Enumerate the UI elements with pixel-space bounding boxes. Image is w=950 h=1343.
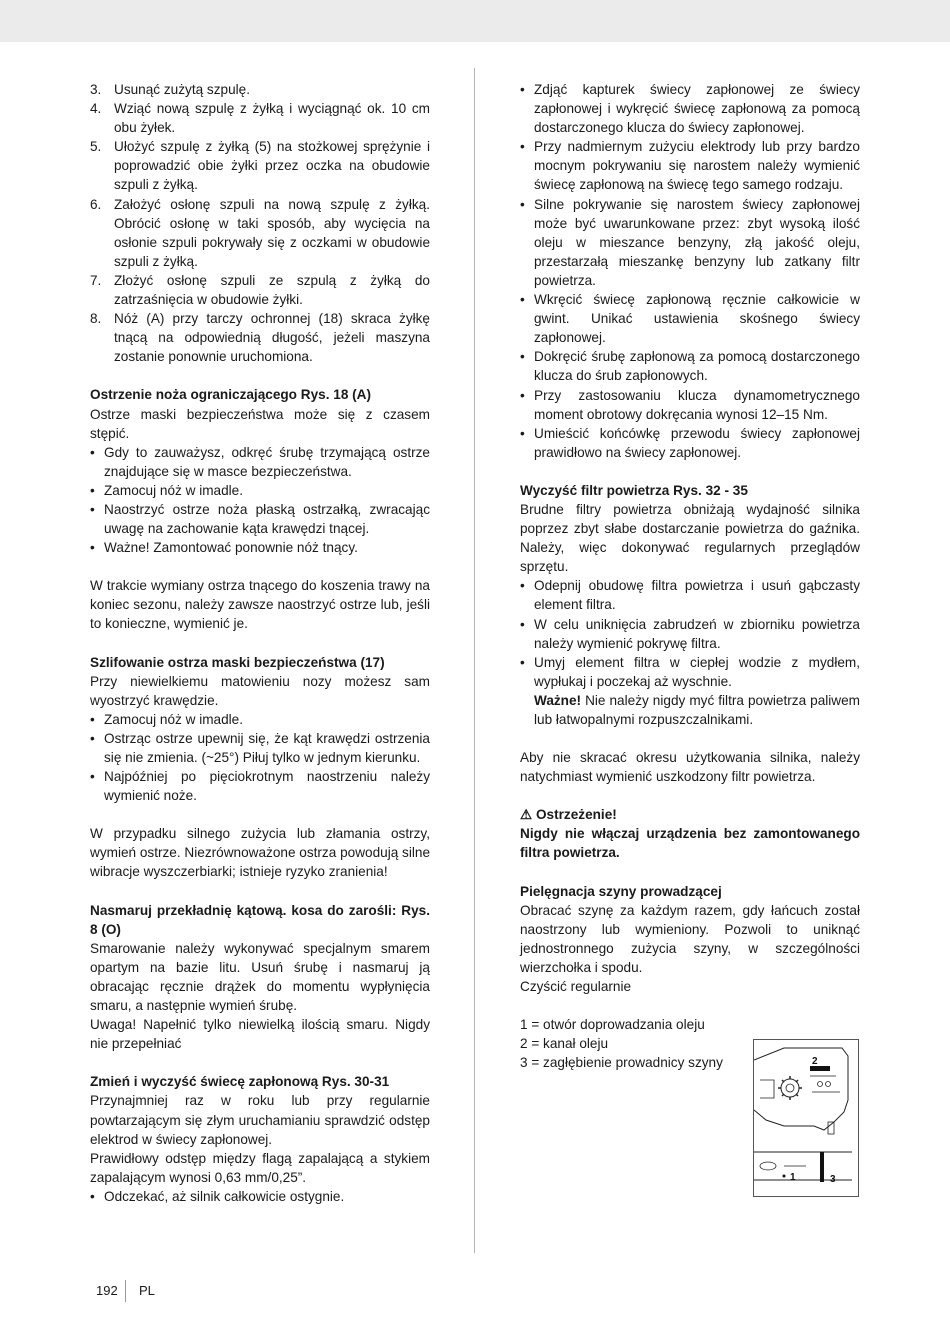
section-heading-spark-plug: Zmień i wyczyść świecę zapłonową Rys. 30-31 [90, 1074, 390, 1090]
bullet-item: • Odczekać, aż silnik całkowicie ostygnie. [90, 1187, 430, 1206]
bullet-item: • Wkręcić świecę zapłonową ręcznie całkowicie w gwint. Unikać ustawienia skośnego świecy zapłonowej. [520, 290, 860, 347]
bullet-item: • Silne pokrywanie się narostem świecy zapłonowej może być uwarunkowane przez: zbyt wysoką ilość oleju w mieszance benzyny, złą jakość oleju, przestarzałą mieszankę benzyny lub zatkany filtr powietrza. [520, 195, 860, 290]
bullet-list [520, 80, 860, 462]
step-item: 5. Ułożyć szpulę z żyłką (5) na stożkowej sprężynie i poprowadzić obie żyłki przez oczka na obudowie szpuli z żyłką. [90, 139, 430, 193]
paragraph: Czyścić regularnie [520, 979, 632, 995]
footer-separator [125, 1280, 126, 1302]
section-heading-sharpen: Ostrzenie noża ograniczającego Rys. 18 (A) [90, 387, 372, 403]
section-heading-guide-bar: Pielęgnacja szyny prowadzącej [520, 883, 722, 899]
legend-item: 1 = otwór doprowadzania oleju [520, 1017, 705, 1033]
legend-item: 2 = kanał oleju [520, 1036, 609, 1052]
step-item: 7. Złożyć osłonę szpuli ze szpulą z żyłką do zatrzaśnięcia w obudowie żyłki. [90, 272, 430, 308]
bullet-item: • Zdjąć kapturek świecy zapłonowej ze świecy zapłonowej i wykręcić świecę zapłonową za pomocą dostarczonego klucza do świecy zapłonowej. [520, 80, 860, 137]
bullet-list [520, 576, 860, 691]
figure-label-1: 1 [790, 1172, 796, 1183]
paragraph: Brudne filtry powietrza obniżają wydajność silnika poprzez zbyt słabe dostarczanie powietrza do gaźnika. Należy, więc dokonywać regularnych przeglądów sprzętu. [520, 501, 860, 575]
section-heading-gear: Nasmaruj przekładnię kątową. kosa do zarośli: Rys. 8 (O) [90, 902, 430, 937]
left-column [90, 80, 430, 1206]
bullet-list [90, 1187, 430, 1206]
guide-bar-figure [753, 1039, 859, 1197]
bullet-item: • Umieścić końcówkę przewodu świecy zapłonowej prawidłowo na świecy zapłonowej. [520, 424, 860, 462]
warning-triangle-icon: ⚠ [520, 807, 533, 823]
bullet-item: • Zamocuj nóż w imadle. [90, 481, 430, 500]
bullet-list [90, 710, 430, 805]
legend-item: 3 = zagłębienie prowadnicy szyny [520, 1055, 723, 1071]
paragraph: Ostrze maski bezpieczeństwa może się z czasem stępić. [90, 406, 430, 441]
paragraph: Uwaga! Napełnić tylko niewielką ilością smaru. Nigdy nie przepełniać [90, 1017, 430, 1052]
bullet-list [90, 443, 430, 558]
paragraph: Przynajmniej raz w roku lub przy regularnie powtarzającym się złym uruchamianiu sprawdzić odstęp elektrod w świecy zapłonowej. [90, 1093, 430, 1147]
page-number: 192 [96, 1283, 118, 1298]
guide-bar-illustration [754, 1040, 858, 1196]
bullet-item: • W celu uniknięcia zabrudzeń w zbiorniku powietrza należy wymienić pokrywę filtra. [520, 615, 860, 653]
figure-label-2: 2 [812, 1056, 818, 1067]
step-item: 6. Założyć osłonę szpuli na nową szpulę z żyłką. Obrócić osłonę w taki sposób, aby wycięcia na osłonie szpuli pokrywały się z oczkami w obudowie szpuli z żyłką. [90, 196, 430, 269]
bullet-item: • Gdy to zauważysz, odkręć śrubę trzymającą ostrze znajdujące się w masce bezpieczeństwa. [90, 443, 430, 481]
paragraph: Prawidłowy odstęp między flagą zapalającą a stykiem zapalającym wynosi 0,63 mm/0,25”. [90, 1150, 430, 1185]
paragraph: Smarowanie należy wykonywać specjalnym smarem opartym na bazie litu. Usuń śrubę i nasmaruj ją obracając ręcznie drążek do momentu wypłynięcia smaru, a następnie wymień śrubę. [90, 940, 430, 1014]
bullet-item: • Naostrzyć ostrze noża płaską ostrzałką, zwracając uwagę na zachowanie kąta krawędzi tnącej. [90, 500, 430, 538]
language-code: PL [139, 1283, 155, 1298]
bullet-item: • Najpóźniej po pięciokrotnym naostrzeniu należy wymienić noże. [90, 767, 430, 805]
replacement-steps [90, 80, 430, 366]
warning-text: Nigdy nie włączaj urządzenia bez zamontowanego filtra powietrza. [520, 826, 860, 861]
bullet-item: • Odepnij obudowę filtra powietrza i usuń gąbczasty element filtra. [520, 576, 860, 614]
step-item: 8. Nóż (A) przy tarczy ochronnej (18) skraca żyłkę tnącą na odpowiednią długość, jeżeli maszyna zostanie ponownie uruchomiona. [90, 311, 430, 365]
step-item: 3. Usunąć zużytą szpulę. [90, 82, 251, 97]
paragraph: Przy niewielkiemu matowieniu nozy możesz sam wyostrzyć krawędzie. [90, 673, 430, 708]
warning-title: ⚠ Ostrzeżenie! [520, 807, 617, 823]
top-bar [0, 0, 950, 42]
column-divider [474, 68, 475, 1253]
section-heading-grind: Szlifowanie ostrza maski bezpieczeństwa (17) [90, 654, 385, 670]
figure-label-3: 3 [830, 1174, 836, 1185]
bullet-item: • Ważne! Zamontować ponownie nóż tnący. [90, 538, 430, 557]
right-column [520, 80, 860, 1072]
bullet-item: • Zamocuj nóż w imadle. [90, 710, 430, 729]
section-heading-air-filter: Wyczyść filtr powietrza Rys. 32 - 35 [520, 482, 748, 498]
important-note: Ważne! Nie należy nigdy myć filtra powietrza paliwem lub łatwopalnymi rozpuszczalnikami. [534, 692, 860, 727]
step-item: 4. Wziąć nową szpulę z żyłką i wyciągnąć ok. 10 cm obu żyłek. [90, 101, 430, 136]
paragraph: Obracać szynę za każdym razem, gdy łańcuch został naostrzony lub wymieniony. Pozwoli to uniknąć jednostronnego zużycia szyny, w szczególności wierzchołka i spodu. [520, 902, 860, 975]
bullet-item: • Przy zastosowaniu klucza dynamometrycznego moment obrotowy dokręcania wynosi 12–15 Nm. [520, 386, 860, 424]
paragraph: W trakcie wymiany ostrza tnącego do koszenia trawy na koniec sezonu, należy zawsze naostrzyć ostrze lub, jeśli to konieczne, wymienić je. [90, 578, 430, 632]
bullet-item: • Przy nadmiernym zużyciu elektrody lub przy bardzo mocnym pokrywaniu się narostem należy wymienić świecę zapłonową na świecę tego samego rodzaju. [520, 137, 860, 194]
paragraph: Aby nie skracać okresu użytkowania silnika, należy natychmiast wymienić uszkodzony filtr powietrza. [520, 750, 860, 785]
bullet-item: • Dokręcić śrubę zapłonową za pomocą dostarczonego klucza do śrub zapłonowych. [520, 347, 860, 385]
paragraph: W przypadku silnego zużycia lub złamania ostrzy, wymień ostrze. Niezrównoważone ostrza powodują silne wibracje wyszczerbiarki; istnieje ryzyko zranienia! [90, 826, 431, 880]
bullet-item: • Umyj element filtra w ciepłej wodzie z mydłem, wypłukaj i poczekaj aż wyschnie. [520, 653, 860, 691]
bullet-item: • Ostrząc ostrze upewnij się, że kąt krawędzi ostrzenia się nie zmienia. (~25°) Piłuj tylko w jednym kierunku. [90, 729, 430, 767]
